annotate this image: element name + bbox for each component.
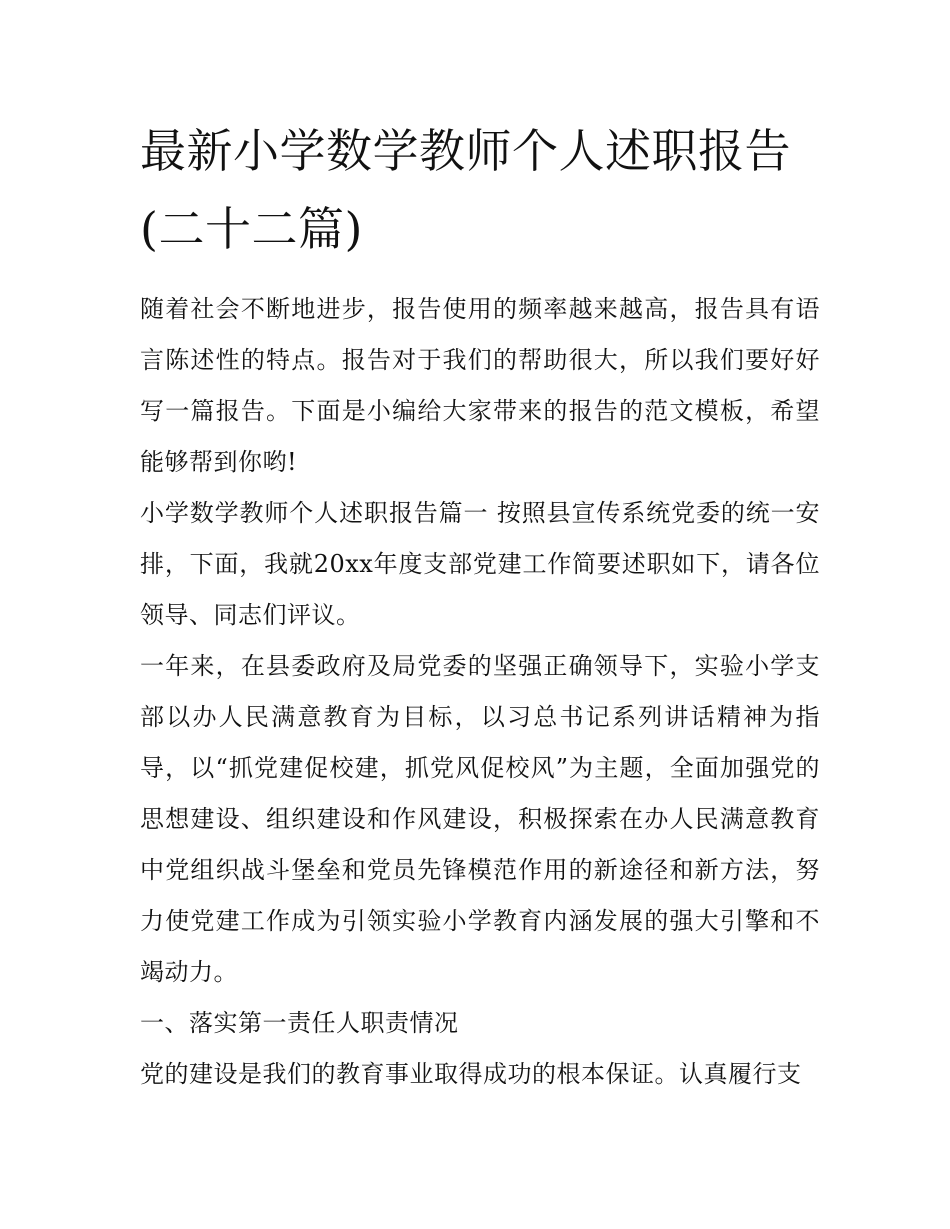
intro-paragraph: 随着社会不断地进步，报告使用的频率越来越高，报告具有语言陈述性的特点。报告对于我们的帮助很大，所以我们要好好写一篇报告。下面是小编给大家带来的报告的范文模板，希望能够帮到你哟! xyxy=(140,295,820,476)
section-heading: 一、落实第一责任人职责情况 xyxy=(140,1009,459,1037)
document-title: 最新小学数学教师个人述职报告(二十二篇) xyxy=(140,124,791,256)
body-paragraph-2: 一年来，在县委政府及局党委的坚强正确领导下，实验小学支部以办人民满意教育为目标，以习总书记系列讲话精神为指导，以“抓党建促校建，抓党风促校风”为主题，全面加强党的思想建设、组织建设和作风建设，积极探索在办人民满意教育中党组织战斗堡垒和党员先锋模范作用的新途径和新方法，努力使党建工作成为引领实验小学教育内涵发展的强大引擎和不竭动力。 xyxy=(140,652,820,986)
body-paragraph-1: 小学数学教师个人述职报告篇一 按照县宣传系统党委的统一安排，下面，我就20xx年度支部党建工作简要述职如下，请各位领导、同志们评议。 xyxy=(140,499,820,629)
document-page xyxy=(140,112,820,1100)
body-paragraph-3: 党的建设是我们的教育事业取得成功的根本保证。认真履行支 xyxy=(140,1060,802,1088)
